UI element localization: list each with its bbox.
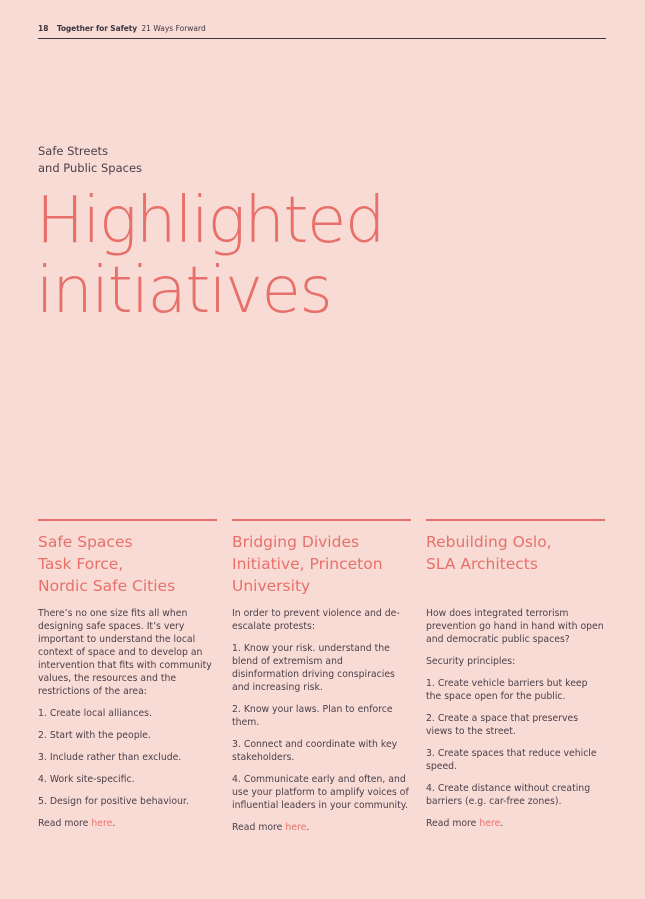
read-more — [426, 817, 605, 830]
initiative-point: 3. Create spaces that reduce vehicle speed. — [426, 748, 597, 772]
initiative-point: 5. Design for positive behaviour. — [38, 796, 189, 807]
column-divider — [38, 519, 217, 521]
initiative-title — [426, 531, 605, 597]
initiative-point: 3. Include rather than exclude. — [38, 752, 182, 763]
initiative-point: 2. Know your laws. Plan to enforce them. — [232, 704, 393, 728]
read-more-suffix: . — [112, 818, 116, 829]
section-label-line-1: Safe Streets — [38, 144, 109, 158]
initiative-body — [232, 607, 411, 834]
publication-subtitle: 21 Ways Forward — [141, 24, 206, 33]
initiative-column-safe-spaces — [38, 519, 217, 839]
initiative-column-bridging-divides — [232, 519, 411, 843]
initiative-point: Security principles: — [426, 656, 516, 667]
initiative-point: 4. Communicate early and often, and use your platform to amplify voices of influential leaders in your community. — [232, 774, 409, 811]
read-more-suffix: . — [306, 822, 310, 833]
initiative-body — [426, 607, 605, 830]
initiative-point: 1. Create local alliances. — [38, 708, 152, 719]
initiative-body — [38, 607, 217, 830]
column-divider — [426, 519, 605, 521]
publication-title: Together for Safety — [56, 24, 137, 33]
section-label-line-2: and Public Spaces — [38, 161, 143, 175]
read-more-label: Read more — [38, 818, 92, 829]
initiative-intro: In order to prevent violence and de-escalate protests: — [232, 608, 400, 632]
initiative-title-line: Initiative, Princeton — [232, 555, 383, 573]
initiative-title — [232, 531, 411, 597]
initiative-point: 2. Create a space that preserves views to the street. — [426, 713, 579, 737]
initiative-title-line: Safe Spaces — [38, 533, 133, 551]
initiative-point: 2. Start with the people. — [38, 730, 151, 741]
page-title-line-1: Highlighted — [36, 184, 384, 258]
read-more-link[interactable]: here — [285, 822, 307, 833]
read-more — [38, 817, 217, 830]
page-title — [36, 186, 384, 326]
initiative-point: 1. Know your risk. understand the blend of extremism and disinformation driving conspiracies and increasing risk. — [232, 643, 395, 693]
read-more — [232, 821, 411, 834]
page-header — [38, 23, 606, 39]
initiative-intro: There’s no one size fits all when designing safe spaces. It’s very important to understand the local context of space and to develop an intervention that fits with community values, the resources and the restrictions of the area: — [38, 608, 212, 697]
initiative-title-line: SLA Architects — [426, 555, 538, 573]
section-label — [38, 143, 142, 177]
initiative-point: 4. Create distance without creating barriers (e.g. car-free zones). — [426, 783, 591, 807]
initiative-title — [38, 531, 217, 597]
column-divider — [232, 519, 411, 521]
read-more-label: Read more — [426, 818, 480, 829]
initiative-title-line: Bridging Divides — [232, 533, 360, 551]
page-number: 18 — [38, 24, 49, 33]
read-more-suffix: . — [500, 818, 504, 829]
page-title-line-2: initiatives — [36, 254, 332, 328]
initiative-intro: How does integrated terrorism prevention go hand in hand with open and democratic public spaces? — [426, 608, 604, 645]
initiative-point: 4. Work site-specific. — [38, 774, 135, 785]
initiative-point: 1. Create vehicle barriers but keep the space open for the public. — [426, 678, 588, 702]
initiative-title-line: Rebuilding Oslo, — [426, 533, 552, 551]
initiative-title-line: Task Force, — [38, 555, 124, 573]
initiative-point: 3. Connect and coordinate with key stakeholders. — [232, 739, 398, 763]
initiative-title-line: University — [232, 577, 311, 595]
initiative-title-line: Nordic Safe Cities — [38, 577, 176, 595]
read-more-label: Read more — [232, 822, 286, 833]
read-more-link[interactable]: here — [91, 818, 113, 829]
initiative-column-rebuilding-oslo — [426, 519, 605, 839]
read-more-link[interactable]: here — [479, 818, 501, 829]
